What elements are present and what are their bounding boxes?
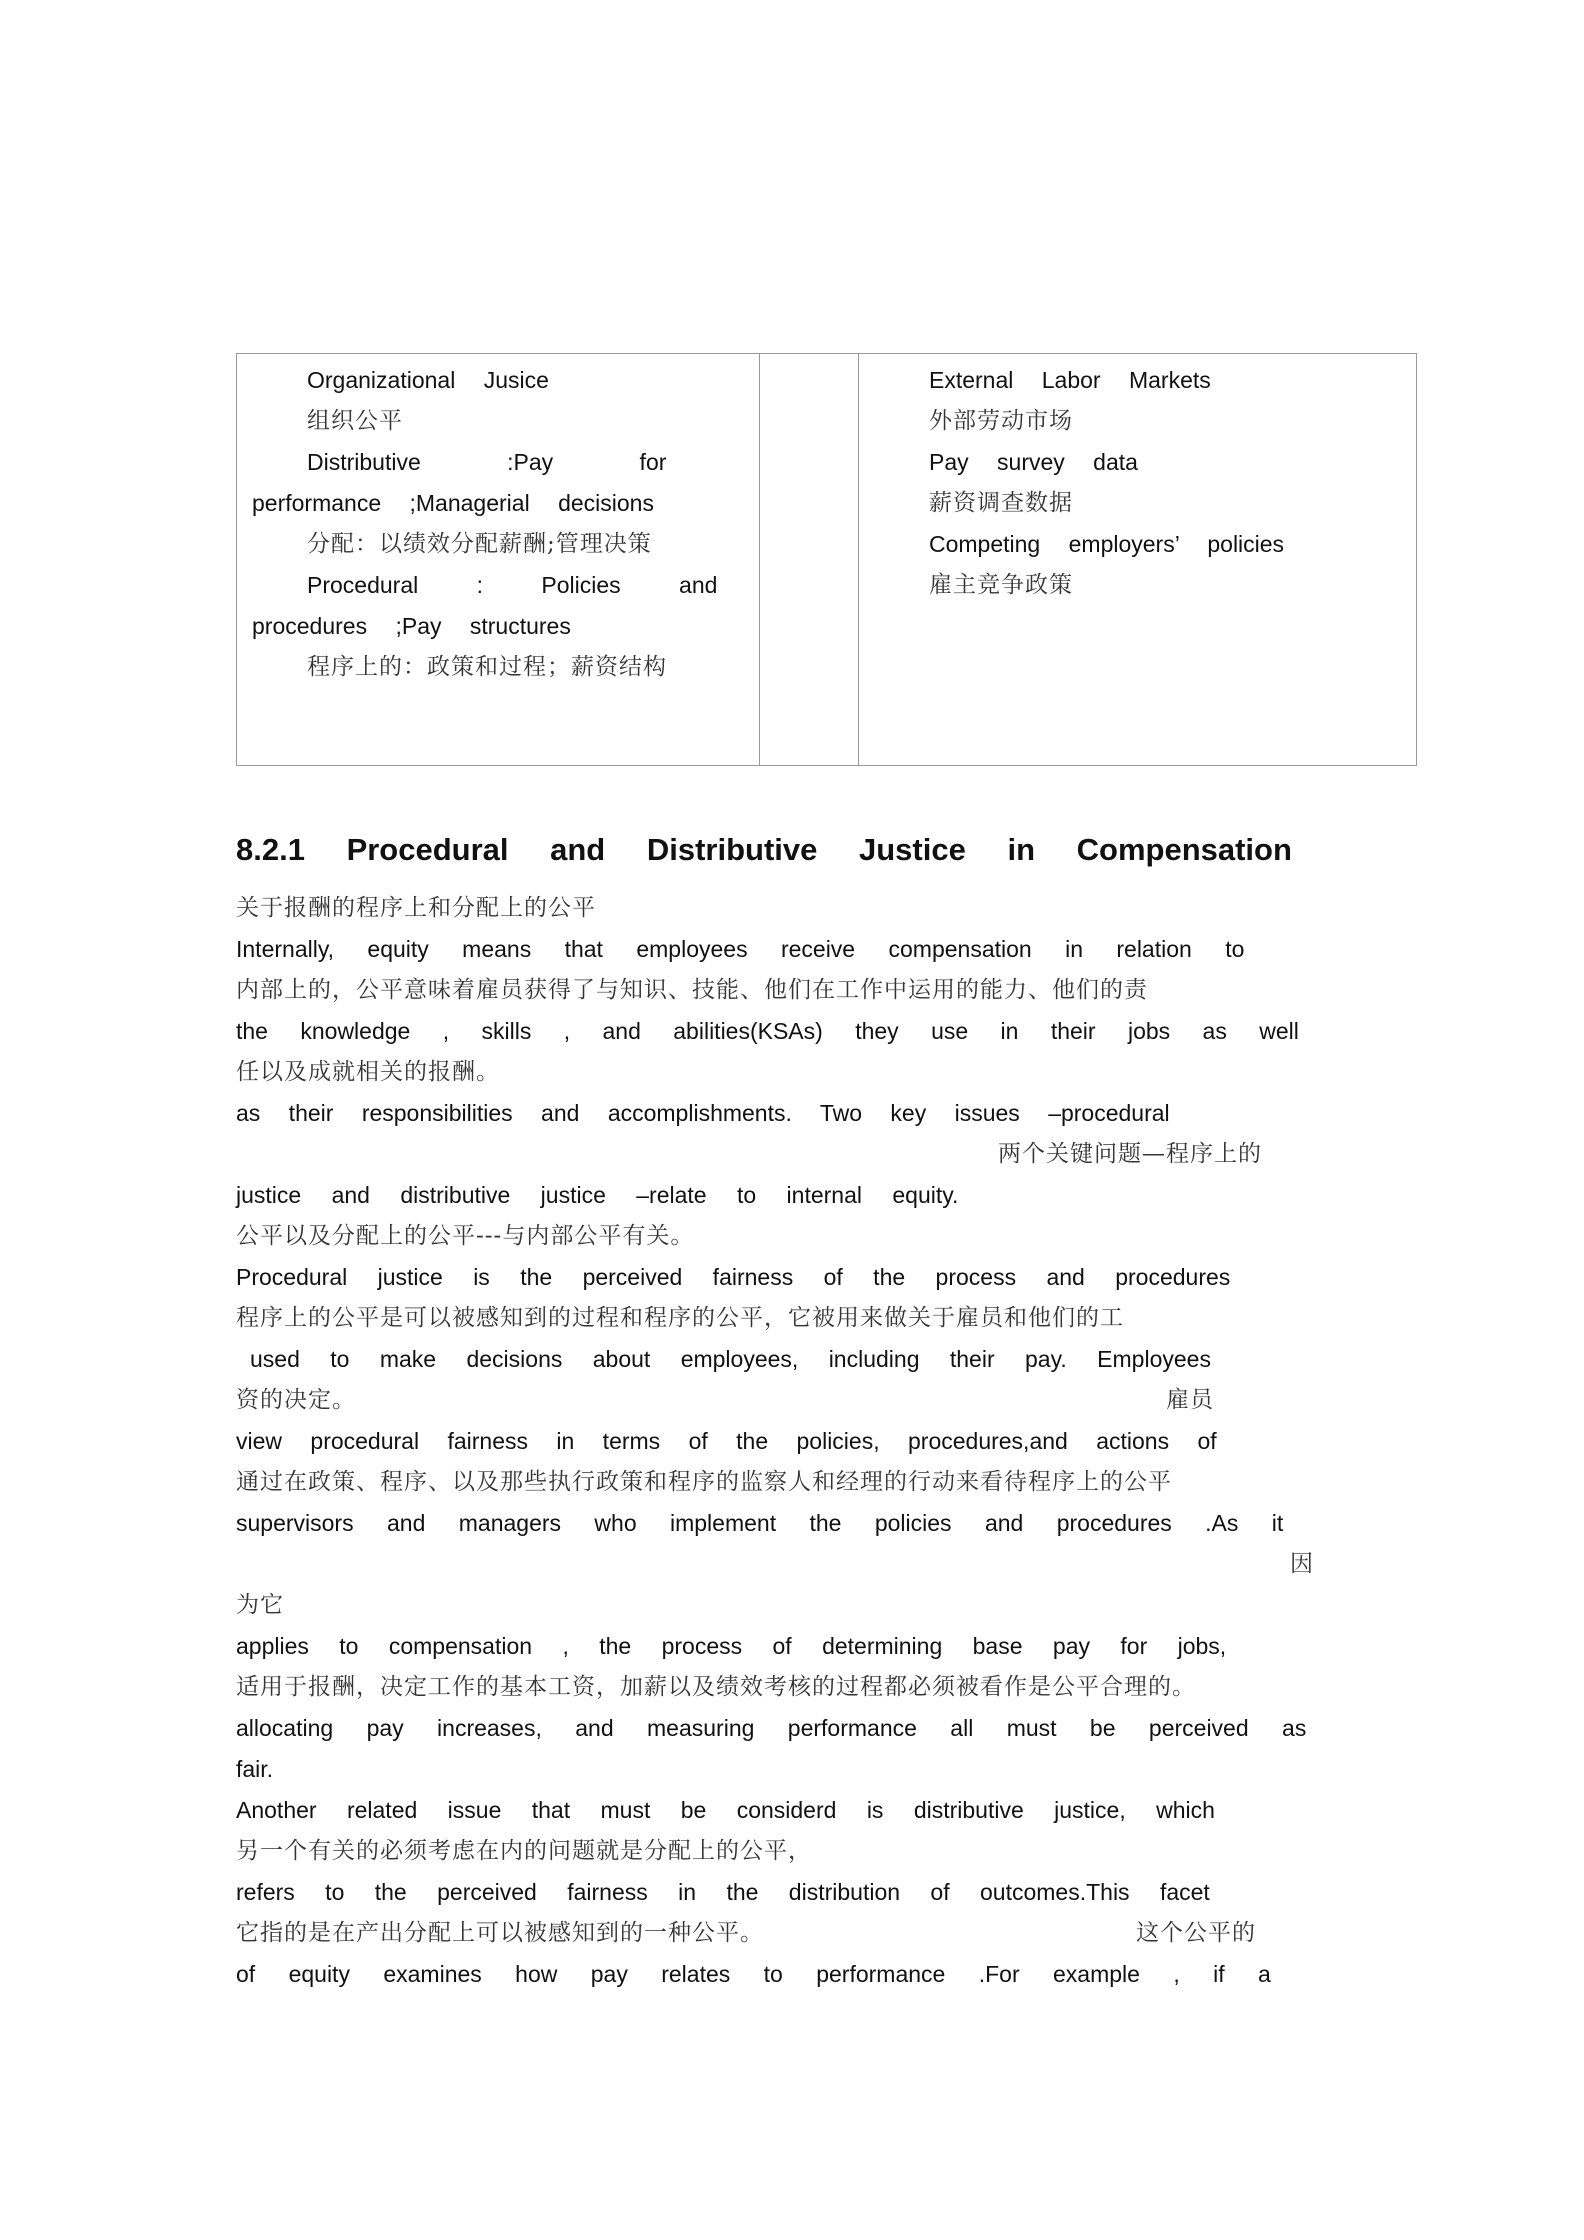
cell-line: External Labor Markets: [929, 367, 1211, 393]
text-fragment: 这个公平的: [1136, 1920, 1256, 1946]
cell-line: [252, 442, 752, 483]
subtitle-zh: 关于报酬的程序上和分配上的公平: [236, 895, 596, 921]
cell-line: 薪资调查数据: [929, 490, 1073, 516]
text-line: Internally, equity means that employees receive compensation in relation to: [236, 936, 1245, 962]
cell-line: 程序上的：政策和过程；薪资结构: [307, 654, 667, 680]
text-fragment: 雇员: [1166, 1387, 1214, 1413]
text-line: of equity examines how pay relates to performance .For example , if a: [236, 1961, 1271, 1987]
text-line-zh: [236, 1380, 1336, 1421]
cell-line: 组织公平: [307, 408, 403, 434]
heading-word: Procedural: [346, 832, 509, 867]
text-line-zh: [236, 1913, 1336, 1954]
cell-line: Organizational Jusice: [307, 367, 549, 393]
text-line: view procedural fairness in terms of the policies, procedures,and actions of: [236, 1428, 1217, 1454]
heading-word: Distributive: [646, 832, 818, 867]
text-fragment: 它指的是在产出分配上可以被感知到的一种公平。: [236, 1920, 764, 1946]
cell-line: 雇主竞争政策: [929, 572, 1073, 598]
cell-line: Competing employers’ policies: [929, 531, 1285, 557]
cell-line-text: Distributive :Pay for: [307, 449, 667, 475]
text-line-zh: 公平以及分配上的公平---与内部公平有关。: [236, 1223, 695, 1249]
text-line: fair.: [236, 1756, 274, 1782]
text-line: applies to compensation , the process of determining base pay for jobs,: [236, 1633, 1227, 1659]
text-line: allocating pay increases, and measuring performance all must be perceived as: [236, 1715, 1307, 1741]
heading-word: in: [1007, 832, 1036, 867]
text-line: justice and distributive justice –relate to internal equity.: [236, 1182, 959, 1208]
text-line-zh: 通过在政策、程序、以及那些执行政策和程序的监察人和经理的行动来看待程序上的公平: [236, 1469, 1172, 1495]
text-line: Procedural justice is the perceived fairness of the process and procedures: [236, 1264, 1231, 1290]
cell-line: performance ;Managerial decisions: [252, 490, 654, 516]
text-line-zh: 程序上的公平是可以被感知到的过程和程序的公平，它被用来做关于雇员和他们的工: [236, 1305, 1124, 1331]
heading-word: 8.2.1: [236, 832, 305, 867]
text-line: Another related issue that must be considerd is distributive justice, which: [236, 1797, 1215, 1823]
text-line-zh: 任以及成就相关的报酬。: [236, 1059, 500, 1085]
table-cell-organizational-justice: [252, 360, 752, 688]
table-divider: [858, 354, 859, 765]
text-line-zh: 内部上的，公平意味着雇员获得了与知识、技能、他们在工作中运用的能力、他们的责: [236, 977, 1148, 1003]
text-line-zh: 因: [1290, 1551, 1314, 1577]
cell-line: 外部劳动市场: [929, 408, 1073, 434]
text-line: the knowledge , skills , and abilities(KSAs) they use in their jobs as well: [236, 1018, 1299, 1044]
text-line-zh: 两个关键问题—程序上的: [998, 1141, 1262, 1167]
compensation-table: [236, 353, 1417, 766]
text-fragment: 资的决定。: [236, 1387, 356, 1413]
text-line: refers to the perceived fairness in the distribution of outcomes.This facet: [236, 1879, 1210, 1905]
cell-line: Procedural : Policies and: [307, 572, 718, 598]
text-line: used to make decisions about employees, including their pay. Employees: [250, 1346, 1211, 1372]
cell-line: 分配：以绩效分配薪酬;管理决策: [307, 531, 652, 557]
cell-line: procedures ;Pay structures: [252, 613, 571, 639]
cell-line: Pay survey data: [929, 449, 1138, 475]
text-line-zh: 为它: [236, 1592, 284, 1618]
section-heading: [236, 826, 1292, 874]
text-line: supervisors and managers who implement the policies and procedures .As it: [236, 1510, 1284, 1536]
heading-word: and: [550, 832, 606, 867]
heading-word: Justice: [859, 832, 966, 867]
text-line-zh: 适用于报酬，决定工作的基本工资，加薪以及绩效考核的过程都必须被看作是公平合理的。: [236, 1674, 1196, 1700]
table-cell-external-labor-markets: [929, 360, 1409, 606]
text-line: as their responsibilities and accomplishments. Two key issues –procedural: [236, 1100, 1170, 1126]
table-divider: [759, 354, 760, 765]
heading-word: Compensation: [1076, 832, 1292, 867]
text-line-zh: 另一个有关的必须考虑在内的问题就是分配上的公平，: [236, 1838, 812, 1864]
section-body: [236, 888, 1336, 1995]
